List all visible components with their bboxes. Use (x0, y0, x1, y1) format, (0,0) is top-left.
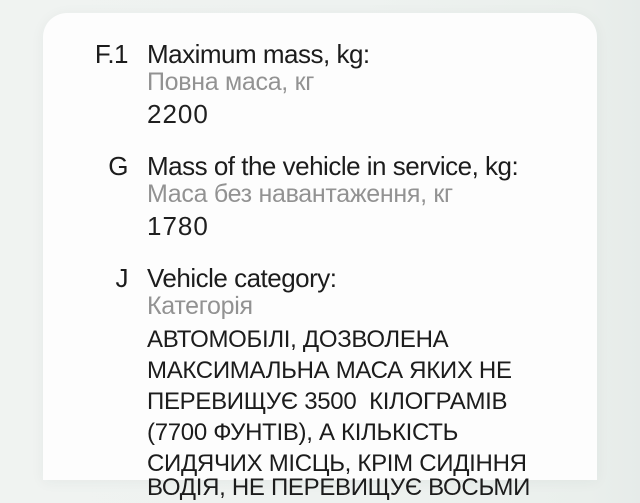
field-content (147, 264, 530, 503)
document-card[interactable] (43, 13, 597, 501)
category-text-line: (7700 ФУНТІВ), А КІЛЬКІСТЬ (147, 419, 459, 446)
category-text-line: АВТОМОБІЛІ, ДОЗВОЛЕНА (147, 326, 449, 353)
field-code: F.1 (94, 39, 128, 69)
field-row-vehicle-category (63, 264, 577, 503)
category-text-line: ПЕРЕВИЩУЄ 3500 КІЛОГРАМІВ (147, 388, 508, 415)
field-value-multiline (147, 324, 530, 503)
category-text-line-clipped: ВОДІЯ, НЕ ПЕРЕВИЩУЄ ВОСЬМИ (147, 474, 531, 501)
field-label-uk: Повна маса, кг (147, 68, 315, 96)
field-row-maximum-mass (63, 40, 577, 128)
field-content (147, 40, 370, 128)
field-value: 1780 (147, 211, 209, 241)
field-value: 2200 (147, 99, 209, 129)
field-code: G (108, 151, 128, 181)
field-label-en: Mass of the vehicle in service, kg: (147, 151, 519, 181)
category-text-line: МАКСИМАЛЬНА МАСА ЯКИХ НЕ (147, 357, 512, 384)
field-label-uk: Маса без навантаження, кг (147, 180, 453, 208)
field-row-mass-in-service (63, 152, 577, 240)
field-label-uk: Категорія (147, 292, 253, 320)
field-label-en: Vehicle category: (147, 263, 337, 293)
category-text-line: СИДЯЧИХ МІСЦЬ, КРІМ СИДІННЯ (147, 450, 527, 477)
field-code: J (115, 263, 128, 293)
field-content (147, 152, 518, 240)
field-label-en: Maximum mass, kg: (147, 39, 370, 69)
